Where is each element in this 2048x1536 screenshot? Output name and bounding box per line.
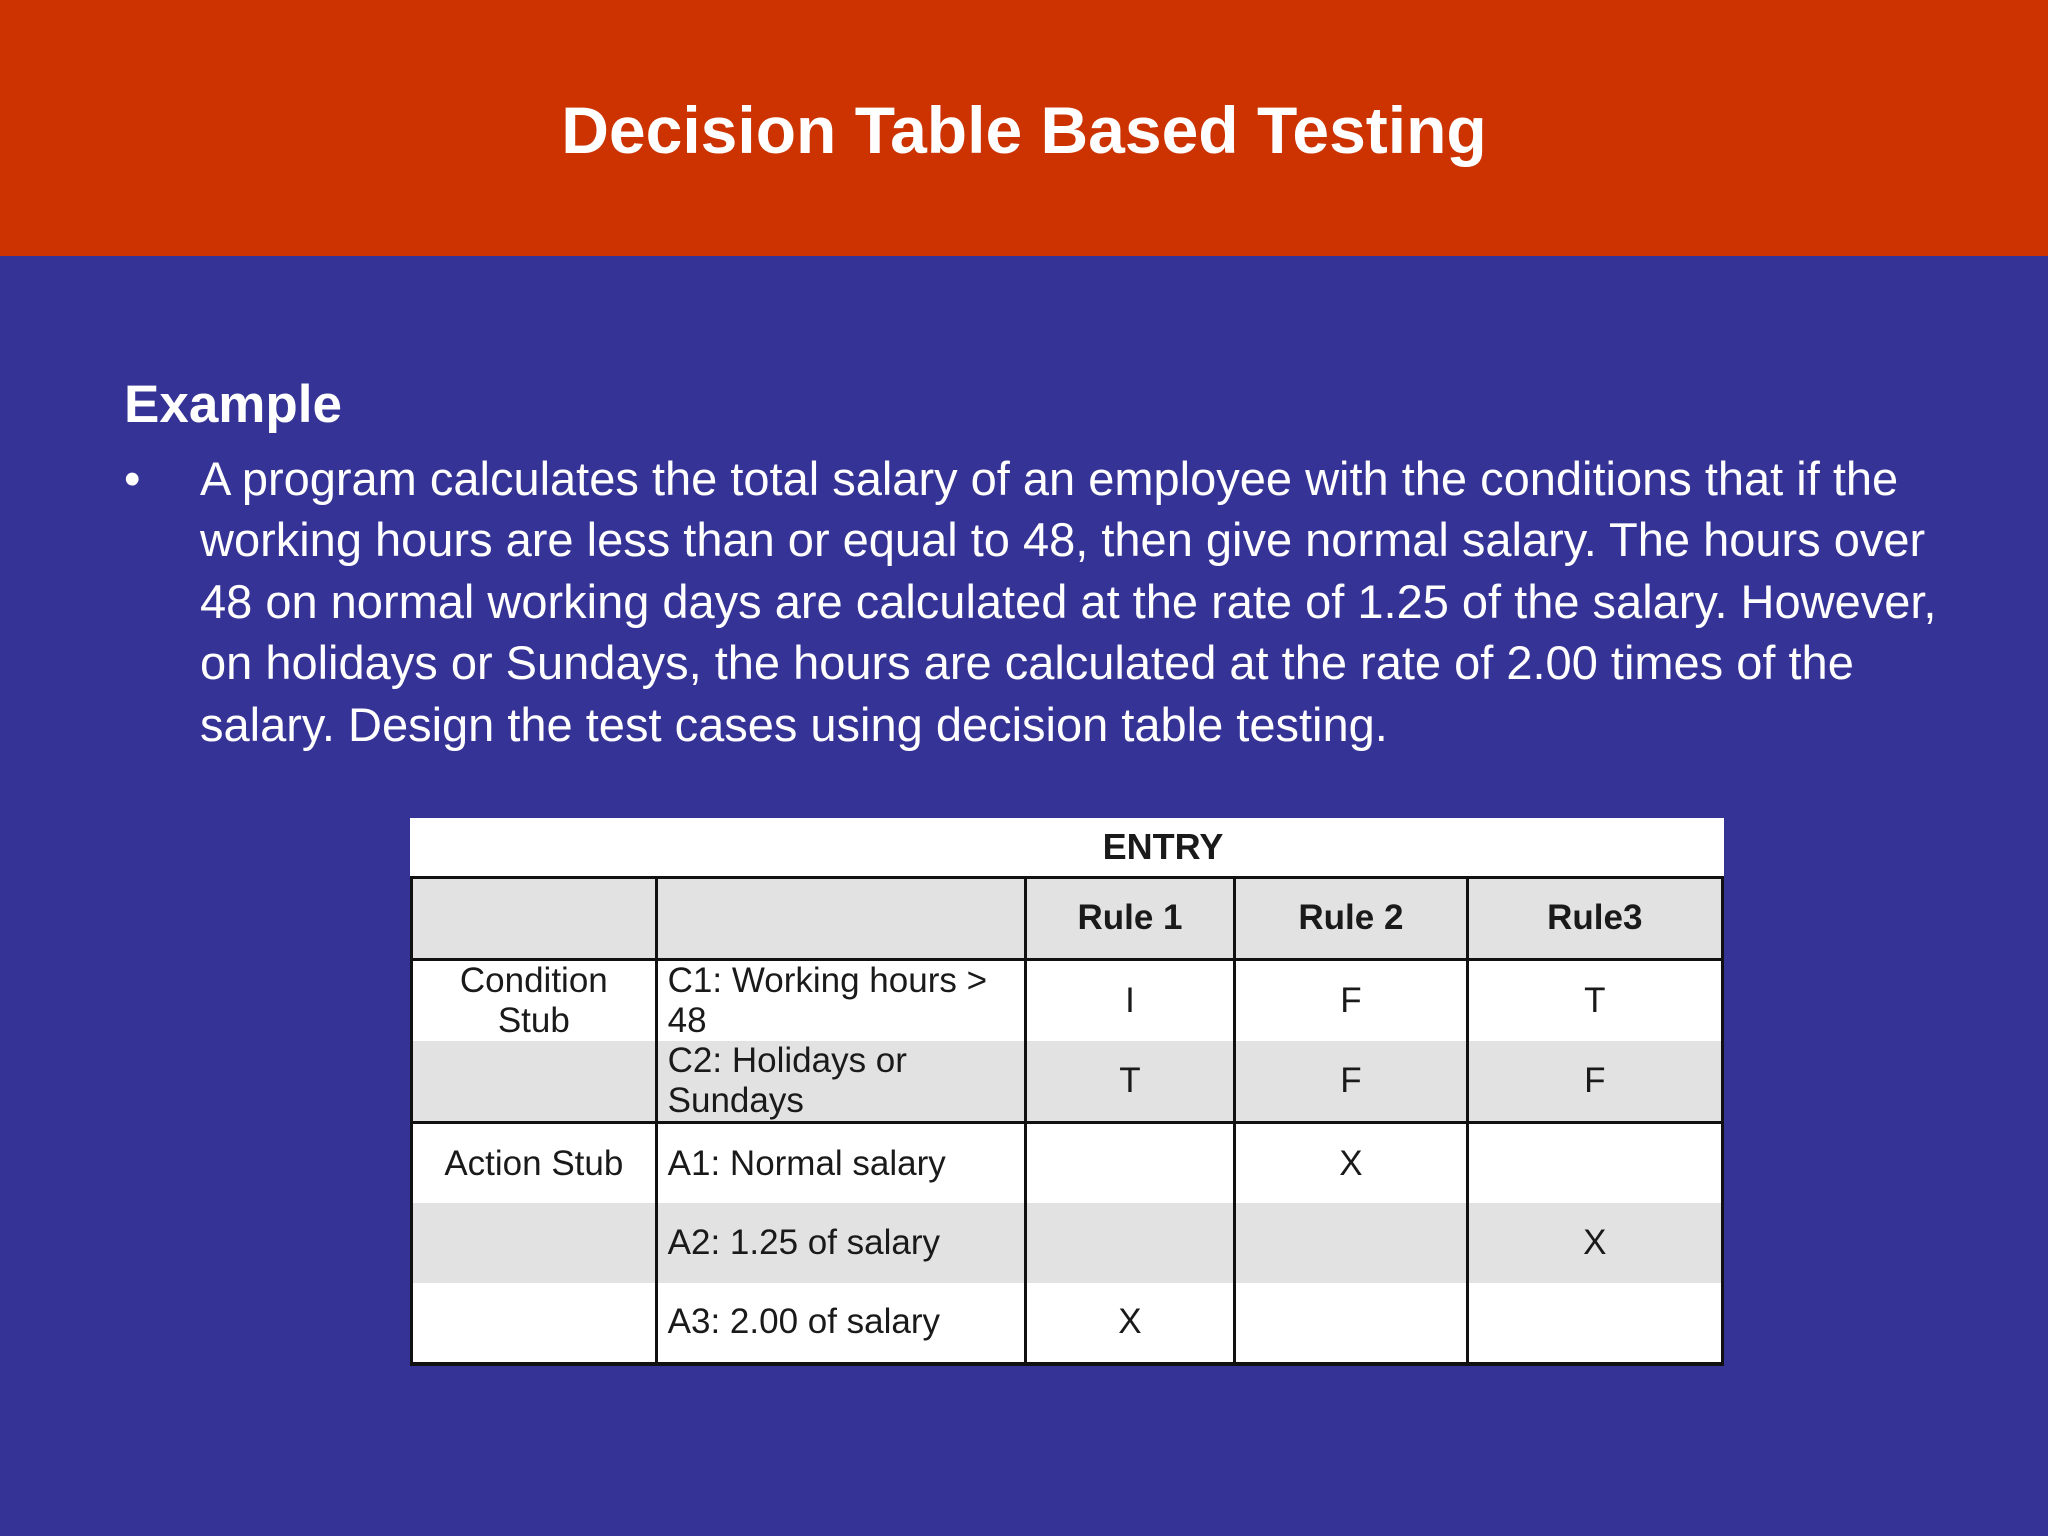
table-row (412, 1203, 1723, 1282)
rule-3-cell: T (1467, 959, 1722, 1041)
table-row (412, 1123, 1723, 1204)
rule-2-cell (1235, 1203, 1467, 1282)
rule-2-cell: F (1235, 959, 1467, 1041)
title-bar (0, 0, 2048, 256)
slide-title: Decision Table Based Testing (561, 93, 1487, 167)
desc-cell: C1: Working hours > 48 (656, 959, 1025, 1041)
rule-2-cell (1235, 1283, 1467, 1364)
header-rule-2: Rule 2 (1235, 878, 1467, 959)
rule-1-cell: T (1025, 1041, 1234, 1123)
rule-2-cell: F (1235, 1041, 1467, 1123)
example-heading: Example (124, 375, 343, 434)
table-row (412, 1283, 1723, 1364)
header-rule-1: Rule 1 (1025, 878, 1234, 959)
table-row (412, 959, 1723, 1041)
table-row (412, 1041, 1723, 1123)
rule-3-cell (1467, 1123, 1722, 1204)
rule-1-cell: X (1025, 1283, 1234, 1364)
bullet-dot: • (124, 452, 141, 505)
stub-cell (412, 1203, 657, 1282)
rule-2-cell: X (1235, 1123, 1467, 1204)
desc-cell: C2: Holidays or Sundays (656, 1041, 1025, 1123)
desc-cell: A2: 1.25 of salary (656, 1203, 1025, 1282)
header-cell-stub (412, 878, 657, 959)
stub-cell: Condition Stub (412, 959, 657, 1041)
desc-cell: A3: 2.00 of salary (656, 1283, 1025, 1364)
header-rule-3: Rule3 (1467, 878, 1722, 959)
rule-3-cell: F (1467, 1041, 1722, 1123)
decision-table (410, 818, 1724, 1366)
entry-label: ENTRY (1102, 826, 1224, 868)
bullet-item (124, 448, 1984, 755)
bullet-text: A program calculates the total salary of an employee with the conditions that if the working hours are less than or equal to 48, then give normal salary. The hours over 48 on normal working days are calculated at the rate of 1.25 of the salary. However, on holidays or Sundays, the hours are calculated at the rate of 2.00 times of the salary. Design the test cases using decision table testing. (200, 452, 1937, 751)
stub-cell: Action Stub (412, 1123, 657, 1204)
stub-cell (412, 1041, 657, 1123)
rule-3-cell (1467, 1283, 1722, 1364)
rule-3-cell: X (1467, 1203, 1722, 1282)
header-row (412, 878, 1723, 959)
rule-1-cell (1025, 1203, 1234, 1282)
rule-1-cell (1025, 1123, 1234, 1204)
rule-1-cell: I (1025, 959, 1234, 1041)
stub-cell (412, 1283, 657, 1364)
header-cell-desc (656, 878, 1025, 959)
desc-cell: A1: Normal salary (656, 1123, 1025, 1204)
entry-row (412, 818, 1723, 878)
